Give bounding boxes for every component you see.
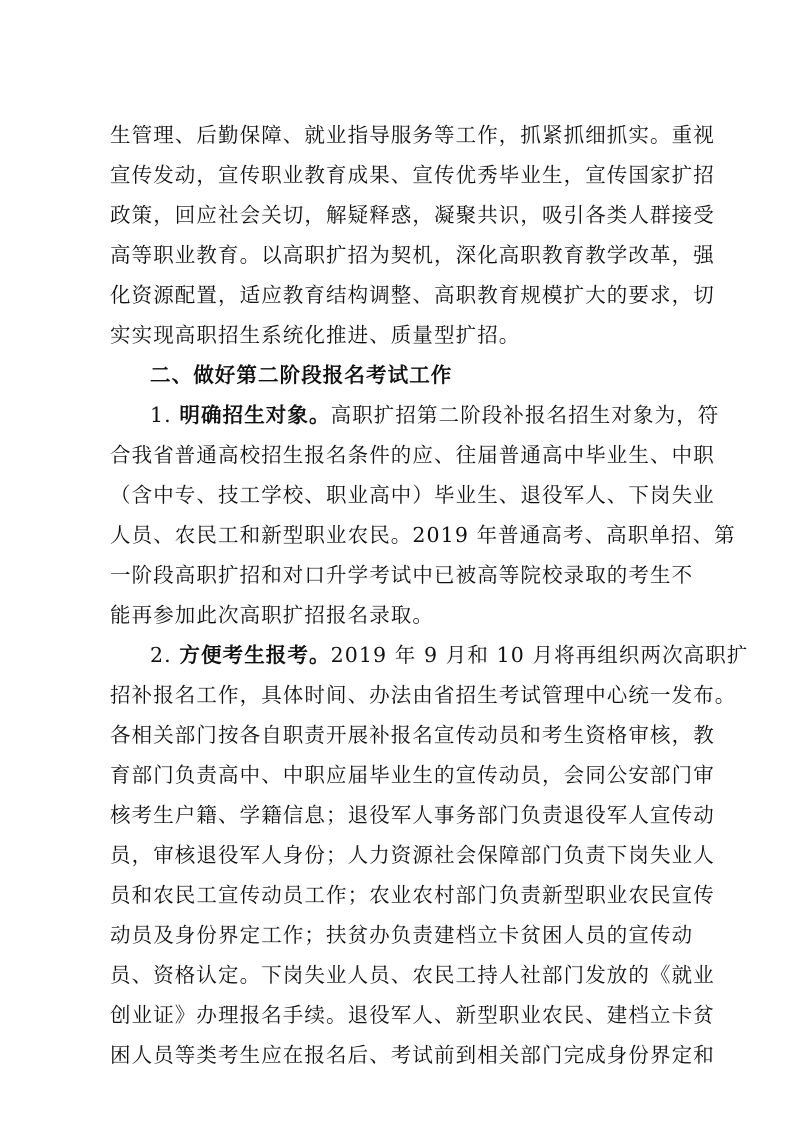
item2-line-5: 核考生户籍、学籍信息；退役军人事务部门负责退役军人宣传动 (110, 803, 715, 827)
item1-line-2: 合我省普通高校招生报名条件的应、往届普通高中毕业生、中职 (110, 443, 715, 467)
para1-line-6: 实实现高职招生系统化推进、质量型扩招。 (110, 323, 521, 347)
para1-line-1: 生管理、后勤保障、就业指导服务等工作，抓紧抓细抓实。重视 (110, 123, 715, 147)
para1-line-4: 高等职业教育。以高职扩招为契机，深化高职教育教学改革，强 (110, 243, 715, 267)
item2-line-11: 困人员等类考生应在报名后、考试前到相关部门完成身份界定和 (110, 1043, 715, 1067)
para1-line-5: 化资源配置，适应教育结构调整、高职教育规模扩大的要求，切 (110, 283, 715, 307)
item2-line-3: 各相关部门按各自职责开展补报名宣传动员和考生资格审核，教 (110, 723, 715, 747)
item1-line-3: （含中专、技工学校、职业高中）毕业生、退役军人、下岗失业 (110, 483, 715, 507)
item1-first-line-text: 高职扩招第二阶段补报名招生对象为，符 (330, 403, 720, 427)
item1-line-5: 一阶段高职扩招和对口升学考试中已被高等院校录取的考生不 (110, 563, 694, 587)
item2-line-9: 员、资格认定。下岗失业人员、农民工持人社部门发放的《就业 (110, 963, 715, 987)
item1-line-4: 人员、农民工和新型职业农民。2019 年普通高考、高职单招、第 (110, 523, 736, 547)
para1-line-3: 政策，回应社会关切，解疑释惑，凝聚共识，吸引各类人群接受 (110, 203, 715, 227)
item2-first-line-text: 2019 年 9 月和 10 月将再组织两次高职扩 (330, 643, 749, 667)
item2-line-7: 员和农民工宣传动员工作；农业农村部门负责新型职业农民宣传 (110, 883, 715, 907)
item2-line-4: 育部门负责高中、中职应届毕业生的宣传动员，会同公安部门审 (110, 763, 715, 787)
item1-number: 1. (150, 403, 172, 427)
item2-line-8: 动员及身份界定工作；扶贫办负责建档立卡贫困人员的宣传动 (110, 923, 694, 947)
para1-line-2: 宣传发动，宣传职业教育成果、宣传优秀毕业生，宣传国家扩招 (110, 163, 715, 187)
item1-title: 明确招生对象。 (179, 403, 331, 427)
item2-number: 2. (150, 643, 172, 667)
item2-line-6: 员，审核退役军人身份；人力资源社会保障部门负责下岗失业人 (110, 843, 715, 867)
item1-first-line (150, 400, 720, 430)
item2-first-line (150, 640, 749, 670)
item2-line-2: 招补报名工作，具体时间、办法由省招生考试管理中心统一发布。 (110, 683, 737, 707)
section-heading: 二、做好第二阶段报名考试工作 (150, 363, 453, 387)
item2-line-10: 创业证》办理报名手续。退役军人、新型职业农民、建档立卡贫 (110, 1003, 715, 1027)
item2-title: 方便考生报考。 (179, 643, 331, 667)
item1-line-6: 能再参加此次高职扩招报名录取。 (110, 603, 434, 627)
